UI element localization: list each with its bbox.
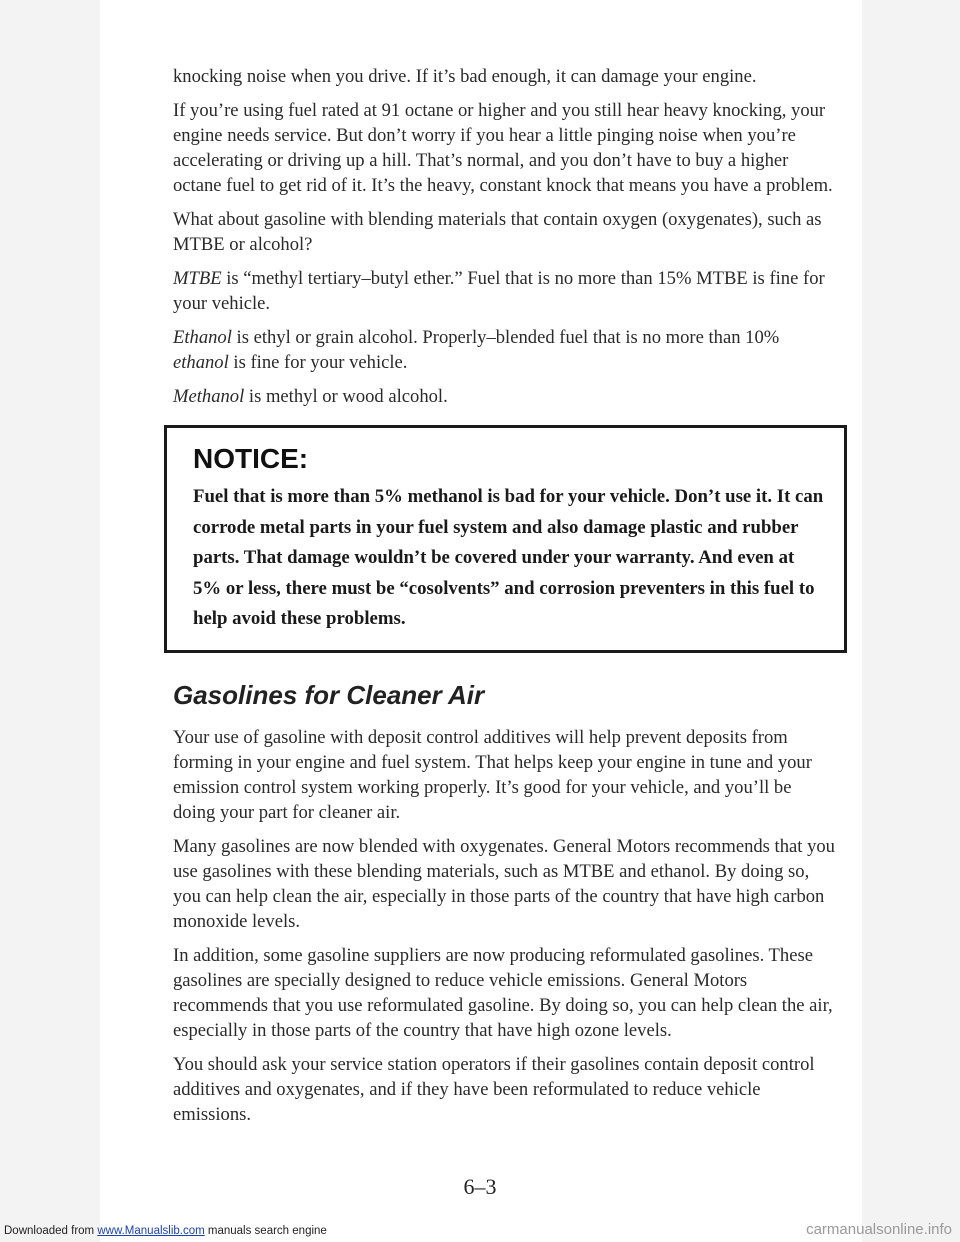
notice-body: Fuel that is more than 5% methanol is bad for your vehicle. Don’t use it. It can corrode metal parts in your fuel system and also damage plastic and rubber parts. That damage wouldn’t be covered under your warranty. And even at 5% or less, there must be “cosolvents” and corrosion preventers in this fuel to help avoid these problems.: [193, 486, 824, 629]
term-ethanol-inline: ethanol: [173, 352, 229, 373]
notice-title: NOTICE:: [193, 443, 309, 474]
footer-suffix: manuals search engine: [204, 1225, 327, 1237]
paragraph-ask-operators: You should ask your service station operators if their gasolines contain deposit control additives and oxygenates, and if they have been reformulated to reduce vehicle emissions.: [173, 1053, 815, 1125]
footer-prefix: Downloaded from: [4, 1225, 98, 1237]
document-content: [173, 64, 838, 1136]
paragraph-oxygenates: What about gasoline with blending materials that contain oxygen (oxygenates), such as MTBE or alcohol?: [173, 209, 822, 255]
notice-box: [164, 425, 847, 653]
term-ethanol: Ethanol: [173, 327, 232, 348]
paragraph-oxygenates-blend: Many gasolines are now blended with oxygenates. General Motors recommends that you use gasolines with these blending materials, such as MTBE and ethanol. By doing so, you can help clean the air, especially in those parts of the country that have high carbon monoxide levels.: [173, 835, 835, 932]
paragraph-methanol: [173, 384, 838, 409]
watermark: carmanualsonline.info: [806, 1221, 952, 1238]
ethanol-definition-end: is fine for your vehicle.: [228, 352, 408, 373]
term-mtbe: MTBE: [173, 268, 222, 289]
page-number: 6–3: [463, 1174, 497, 1199]
paragraph-mtbe: [173, 266, 838, 316]
section-title: Gasolines for Cleaner Air: [173, 679, 485, 710]
mtbe-definition: is “methyl tertiary–butyl ether.” Fuel that is no more than 15% MTBE is fine for your vehicle.: [173, 268, 825, 314]
paragraph-reformulated: In addition, some gasoline suppliers are now producing reformulated gasolines. These gasolines are specially designed to reduce vehicle emissions. General Motors recommends that you use reformulated gasoline. By doing so, you can help clean the air, especially in those parts of the country that have high ozone levels.: [173, 944, 833, 1041]
paragraph-ethanol: [173, 325, 838, 375]
term-methanol: Methanol: [173, 386, 245, 407]
methanol-definition: is methyl or wood alcohol.: [244, 386, 448, 407]
paragraph-deposit-control: Your use of gasoline with deposit control additives will help prevent deposits from forming in your engine and fuel system. That helps keep your engine in tune and your emission control system working properly. It’s good for your vehicle, and you’ll be doing your part for cleaner air.: [173, 726, 812, 823]
paragraph-knocking: knocking noise when you drive. If it’s bad enough, it can damage your engine.: [173, 66, 757, 87]
ethanol-definition: is ethyl or grain alcohol. Properly–blended fuel that is no more than 10%: [231, 327, 780, 348]
manualslib-link[interactable]: www.Manualslib.com: [97, 1225, 205, 1237]
download-footer: [4, 1225, 327, 1237]
paragraph-octane: If you’re using fuel rated at 91 octane or higher and you still hear heavy knocking, your engine needs service. But don’t worry if you hear a little pinging noise when you’re accelerating or driving up a hill. That’s normal, and you don’t have to buy a higher octane fuel to get rid of it. It’s the heavy, constant knock that means you have a problem.: [173, 100, 833, 196]
